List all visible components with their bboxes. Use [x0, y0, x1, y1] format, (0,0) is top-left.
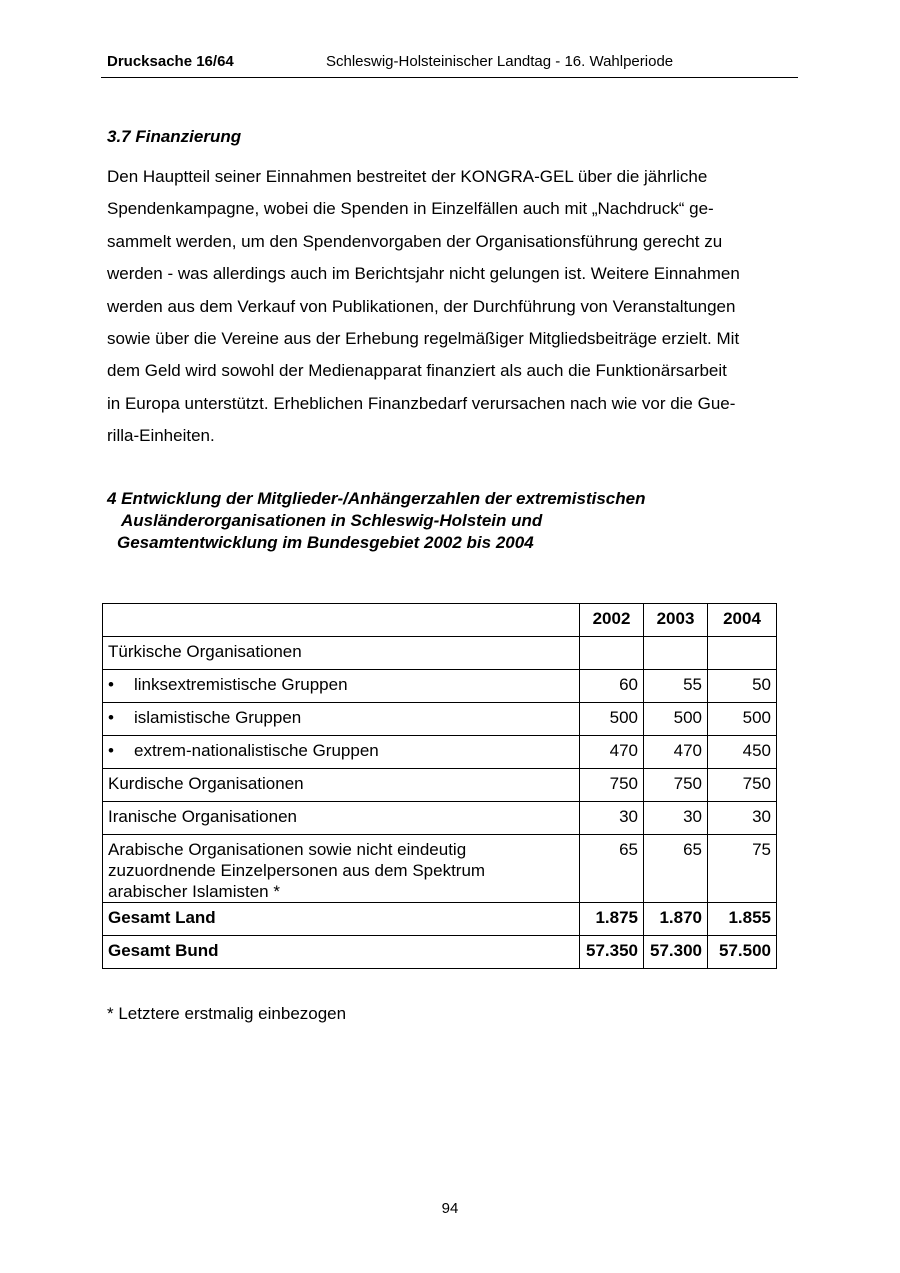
footnote: * Letztere erstmalig einbezogen	[107, 1004, 347, 1023]
row-label-text: islamistische Gruppen	[134, 708, 302, 727]
table-header-row	[103, 604, 777, 637]
value-cell: 750	[644, 769, 708, 802]
table-row	[103, 769, 777, 802]
bullet-marker: •	[108, 741, 114, 760]
row-label-text: linksextremistische Gruppen	[134, 675, 348, 694]
value-cell: 30	[644, 802, 708, 835]
value-cell: 500	[580, 703, 644, 736]
body-line: werden aus dem Verkauf von Publikationen, der Durchführung von Veranstaltungen	[107, 296, 736, 316]
header-title: Schleswig-Holsteinischer Landtag - 16. Wahlperiode	[326, 53, 674, 70]
value-cell	[644, 637, 708, 670]
table-row	[103, 835, 777, 903]
value-cell: 1.855	[708, 903, 777, 936]
row-label	[103, 736, 580, 769]
value-cell: 470	[580, 736, 644, 769]
body-line: werden - was allerdings auch im Berichtsjahr nicht gelungen ist. Weitere Einnahmen	[107, 264, 740, 284]
value-cell: 57.350	[580, 936, 644, 969]
value-cell: 30	[708, 802, 777, 835]
page-number: 94	[441, 1200, 459, 1217]
body-line: in Europa unterstützt. Erheblichen Finanzbedarf verursachen nach wie vor die Gue-	[107, 393, 736, 413]
total-row-land	[103, 903, 777, 936]
body-line: sowie über die Vereine aus der Erhebung regelmäßiger Mitgliedsbeiträge erzielt. Mit	[107, 329, 740, 349]
row-label	[103, 703, 580, 736]
chapter-heading-line: Ausländerorganisationen in Schleswig-Holstein und	[121, 511, 543, 530]
value-cell: 57.500	[708, 936, 777, 969]
value-cell: 500	[708, 703, 777, 736]
section-heading: 3.7 Finanzierung	[107, 127, 242, 146]
value-cell: 57.300	[644, 936, 708, 969]
year-header: 2003	[644, 604, 708, 637]
row-label-text: extrem-nationalistische Gruppen	[134, 741, 379, 760]
table-row	[103, 637, 777, 670]
row-label	[103, 670, 580, 703]
chapter-heading-line: Gesamtentwicklung im Bundesgebiet 2002 bis 2004	[117, 533, 534, 552]
row-label-line: arabischer Islamisten *	[108, 882, 280, 901]
body-line: sammelt werden, um den Spendenvorgaben der Organisationsführung gerecht zu	[107, 231, 723, 251]
row-label: Gesamt Bund	[103, 936, 580, 969]
row-label	[103, 835, 580, 903]
row-label: Türkische Organisationen	[103, 637, 580, 670]
chapter-heading-line: 4 Entwicklung der Mitglieder-/Anhängerzahlen der extremistischen	[107, 489, 646, 508]
value-cell: 500	[644, 703, 708, 736]
body-line: Den Hauptteil seiner Einnahmen bestreitet der KONGRA-GEL über die jährliche	[107, 167, 708, 186]
total-row-bund	[103, 936, 777, 969]
row-label: Gesamt Land	[103, 903, 580, 936]
value-cell: 1.875	[580, 903, 644, 936]
value-cell: 470	[644, 736, 708, 769]
table-row	[103, 736, 777, 769]
value-cell: 65	[644, 835, 708, 903]
membership-table	[102, 603, 777, 969]
doc-number: Drucksache 16/64	[107, 53, 234, 70]
value-cell: 75	[708, 835, 777, 903]
value-cell	[708, 637, 777, 670]
body-line: Spendenkampagne, wobei die Spenden in Einzelfällen auch mit „Nachdruck“ ge-	[107, 199, 714, 219]
bullet-marker: •	[108, 708, 114, 727]
value-cell: 55	[644, 670, 708, 703]
table-row	[103, 802, 777, 835]
row-label: Kurdische Organisationen	[103, 769, 580, 802]
year-header: 2004	[708, 604, 777, 637]
value-cell: 750	[580, 769, 644, 802]
value-cell: 65	[580, 835, 644, 903]
value-cell	[580, 637, 644, 670]
row-label: Iranische Organisationen	[103, 802, 580, 835]
value-cell: 60	[580, 670, 644, 703]
body-line: dem Geld wird sowohl der Medienapparat finanziert als auch die Funktionärsarbeit	[107, 361, 727, 381]
table-row	[103, 703, 777, 736]
body-line: rilla-Einheiten.	[107, 426, 215, 446]
value-cell: 450	[708, 736, 777, 769]
chapter-heading	[107, 488, 645, 554]
value-cell: 750	[708, 769, 777, 802]
value-cell: 30	[580, 802, 644, 835]
year-header: 2002	[580, 604, 644, 637]
table-row	[103, 670, 777, 703]
row-label-line: zuzuordnende Einzelpersonen aus dem Spektrum	[108, 861, 486, 880]
bullet-marker: •	[108, 675, 114, 694]
section-body	[107, 161, 807, 453]
header-cell-empty	[103, 604, 580, 637]
page-header	[101, 50, 798, 78]
row-label-line: Arabische Organisationen sowie nicht eindeutig	[108, 840, 467, 859]
value-cell: 50	[708, 670, 777, 703]
value-cell: 1.870	[644, 903, 708, 936]
